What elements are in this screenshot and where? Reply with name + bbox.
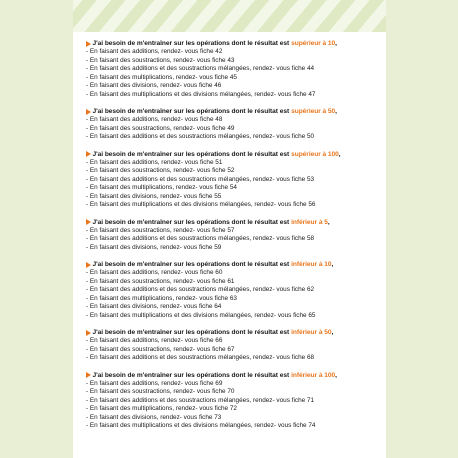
heading-suffix: ,: [327, 218, 330, 226]
list-item: - En faisant des multiplications, rendez- vous fiche 72: [86, 405, 237, 412]
list-item: - En faisant des multiplications et des divisions mélangées, rendez- vous fiche 74: [86, 422, 316, 429]
list-item: - En faisant des soustractions, rendez- vous fiche 52: [86, 167, 235, 174]
section-heading: [86, 371, 386, 380]
heading-highlight: supérieur à 10: [291, 40, 336, 47]
heading-highlight: inférieur à 10: [291, 261, 332, 268]
list-item: - En faisant des multiplications, rendez- vous fiche 45: [86, 73, 237, 81]
list-item: - En faisant des divisions, rendez- vous fiche 64: [86, 303, 222, 310]
list-item: - En faisant des divisions, rendez- vous fiche 73: [86, 413, 222, 421]
list-item: - En faisant des additions et des soustractions mélangées, rendez- vous fiche 71: [86, 396, 315, 404]
section-heading: [86, 328, 386, 337]
heading-suffix: ,: [335, 371, 337, 379]
heading-suffix: ,: [335, 108, 337, 115]
heading-text: J'ai besoin de m'entraîner sur les opérations dont le résultat est: [92, 150, 290, 158]
list-item: - En faisant des divisions, rendez- vous fiche 59: [86, 243, 222, 251]
section-superieur-50: [86, 107, 386, 142]
list-item: - En faisant des additions, rendez- vous fiche 48: [86, 116, 223, 123]
list-item: - En faisant des additions et des soustractions mélangées, rendez- vous fiche 68: [86, 354, 315, 361]
heading-highlight: inférieur à 50: [291, 329, 332, 336]
heading-text: J'ai besoin de m'entraîner sur les opérations dont le résultat est: [92, 40, 290, 47]
section-heading: [86, 260, 386, 269]
list-item: - En faisant des additions et des soustractions mélangées, rendez- vous fiche 53: [86, 175, 315, 183]
list-item: - En faisant des multiplications, rendez- vous fiche 54: [86, 184, 237, 191]
list-item: - En faisant des soustractions, rendez- vous fiche 57: [86, 226, 235, 234]
list-item: - En faisant des additions et des soustractions mélangées, rendez- vous fiche 62: [86, 286, 315, 293]
section-superieur-100: [86, 150, 386, 210]
heading-highlight: supérieur à 50: [291, 108, 336, 115]
section-superieur-10: [86, 39, 386, 99]
list-item: - En faisant des additions, rendez- vous fiche 42: [86, 48, 223, 55]
list-item: - En faisant des multiplications et des divisions mélangées, rendez- vous fiche 47: [86, 90, 316, 98]
arrow-right-icon: [86, 41, 91, 47]
section-heading: [86, 150, 386, 159]
list-item: - En faisant des additions, rendez- vous fiche 60: [86, 269, 223, 276]
arrow-right-icon: [86, 219, 91, 225]
heading-text: J'ai besoin de m'entraîner sur les opérations dont le résultat est: [92, 371, 290, 379]
list-item: - En faisant des additions et des soustractions mélangées, rendez- vous fiche 58: [86, 235, 315, 242]
heading-text: J'ai besoin de m'entraîner sur les opérations dont le résultat est: [92, 218, 290, 226]
list-item: - En faisant des multiplications, rendez- vous fiche 63: [86, 294, 237, 302]
section-heading: [86, 107, 386, 116]
list-item: - En faisant des additions, rendez- vous fiche 51: [86, 158, 223, 166]
left-margin-decoration: [0, 0, 73, 458]
list-item: - En faisant des additions et des soustractions mélangées, rendez- vous fiche 44: [86, 65, 315, 72]
list-item: - En faisant des divisions, rendez- vous fiche 46: [86, 82, 222, 89]
list-item: - En faisant des additions, rendez- vous fiche 69: [86, 379, 223, 387]
arrow-right-icon: [86, 262, 91, 268]
list-item: - En faisant des multiplications et des divisions mélangées, rendez- vous fiche 65: [86, 311, 316, 319]
heading-highlight: inférieur à 5: [291, 218, 328, 226]
arrow-right-icon: [86, 109, 91, 115]
list-item: - En faisant des soustractions, rendez- vous fiche 67: [86, 345, 235, 353]
section-inferieur-100: [86, 371, 386, 431]
heading-highlight: inférieur à 100: [291, 371, 336, 379]
heading-text: J'ai besoin de m'entraîner sur les opérations dont le résultat est: [92, 261, 290, 268]
heading-suffix: ,: [331, 329, 334, 336]
list-item: - En faisant des soustractions, rendez- vous fiche 43: [86, 56, 235, 64]
list-item: - En faisant des additions et des soustractions mélangées, rendez- vous fiche 50: [86, 133, 315, 140]
list-item: - En faisant des divisions, rendez- vous fiche 55: [86, 192, 222, 200]
section-heading: [86, 218, 386, 227]
section-inferieur-5: [86, 218, 386, 253]
list-item: - En faisant des multiplications et des divisions mélangées, rendez- vous fiche 56: [86, 201, 316, 208]
list-item: - En faisant des additions, rendez- vous fiche 66: [86, 337, 223, 344]
heading-suffix: ,: [331, 261, 334, 268]
arrow-right-icon: [86, 372, 91, 378]
right-margin-decoration: [386, 0, 458, 458]
arrow-right-icon: [86, 330, 91, 336]
heading-text: J'ai besoin de m'entraîner sur les opérations dont le résultat est: [92, 329, 290, 336]
section-heading: [86, 39, 386, 48]
section-inferieur-50: [86, 328, 386, 363]
list-item: - En faisant des soustractions, rendez- vous fiche 61: [86, 277, 235, 285]
exercise-index: [86, 39, 386, 439]
section-inferieur-10: [86, 260, 386, 320]
heading-suffix: ,: [338, 150, 341, 158]
top-striped-band: [73, 0, 386, 32]
list-item: - En faisant des soustractions, rendez- vous fiche 70: [86, 388, 235, 395]
arrow-right-icon: [86, 151, 91, 157]
list-item: - En faisant des soustractions, rendez- vous fiche 49: [86, 124, 235, 132]
heading-text: J'ai besoin de m'entraîner sur les opérations dont le résultat est: [92, 108, 290, 115]
heading-highlight: supérieur à 100: [291, 150, 339, 158]
heading-suffix: ,: [335, 40, 337, 47]
